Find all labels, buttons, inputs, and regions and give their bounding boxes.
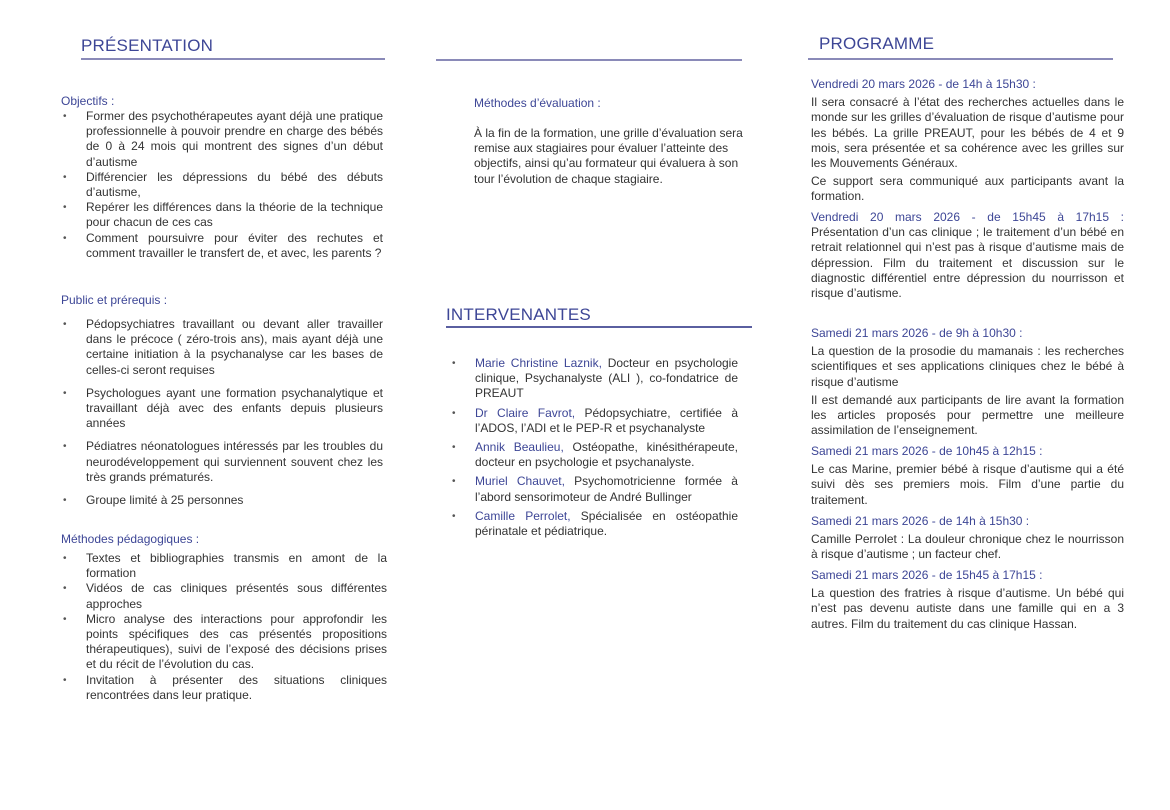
evaluation-label: Méthodes d’évaluation : xyxy=(474,96,601,110)
intervenante-desc: Docteur en psychologie clinique, Psychanalyste (ALI ), co-fondatrice de PREAUT xyxy=(475,356,739,401)
intervenante-item xyxy=(450,406,738,436)
methodes-pedagogiques-label: Méthodes pédagogiques : xyxy=(61,532,200,546)
list-item: • Textes et bibliographies transmis en amont de la formation xyxy=(61,551,387,581)
session-text: La question de la prosodie du mamanais : les recherches scientifiques et ses applications cliniques chez le bébé à risque d’autisme xyxy=(811,344,1124,389)
intervenantes-rule xyxy=(446,326,752,328)
session-date: Samedi 21 mars 2026 - de 15h45 à 17h15 : xyxy=(811,568,1043,582)
list-item: • Psychologues ayant une formation psychanalytique et travaillant déjà avec des enfants depuis plusieurs années xyxy=(61,386,383,432)
session-text: Présentation d’un cas clinique ; le traitement d’un bébé en retrait relationnel qui n’est pas à risque d’autisme mais de dépression. Film du traitement et discussion sur le diagnostic différentiel entre dépression du nourrisson et risque d’autisme. xyxy=(811,225,1124,301)
session-text: Ce support sera communiqué aux participants avant la formation. xyxy=(811,174,1124,204)
intervenantes-title: INTERVENANTES xyxy=(446,305,591,324)
list-item: • Micro analyse des interactions pour approfondir les points spécifiques des cas présentés propositions thérapeutiques), suivi de l’exposé des décisions prises et du récit de l’évolution du cas. xyxy=(61,612,387,673)
session-text: Le cas Marine, premier bébé à risque d’autisme qui a été suivi dès ses premiers mois. Film d’une partie du traitement. xyxy=(811,462,1124,507)
intervenante-name: Muriel Chauvet, xyxy=(475,474,565,489)
list-item: • Repérer les différences dans la théorie de la technique pour chacun de ces cas xyxy=(61,200,383,230)
intervenantes-list xyxy=(450,356,738,543)
middle-top-rule xyxy=(436,59,742,61)
intervenante-desc: Pédopsychiatre, certifiée à l’ADOS, l’ADI et le PEP-R et psychanalyste xyxy=(475,405,738,435)
session-text: Il est demandé aux participants de lire avant la formation les articles proposés pour permettre une meilleure assimilation de l’enseignement. xyxy=(811,392,1124,438)
session-date: Vendredi 20 mars 2026 - de 15h45 à 17h15 : xyxy=(811,210,1124,224)
intervenante-name: Dr Claire Favrot, xyxy=(475,405,576,420)
session-2 xyxy=(811,210,1124,304)
session-date: Samedi 21 mars 2026 - de 14h à 15h30 : xyxy=(811,514,1030,528)
list-item: • Comment poursuivre pour éviter des rechutes et comment travailler le transfert de, et avec, les parents ? xyxy=(61,231,383,261)
session-date: Samedi 21 mars 2026 - de 10h45 à 12h15 : xyxy=(811,444,1043,458)
list-item: • Pédopsychiatres travaillant ou devant aller travailler dans le précoce ( zéro-trois ans), mais ayant déjà une certaine initiation à la psychanalyse car les bases de celles-ci seront requises xyxy=(61,317,383,378)
list-item: • Former des psychothérapeutes ayant déjà une pratique professionnelle à pouvoir prendre en charge des bébés de 0 à 24 mois qui montrent des signes d’un début d’autisme xyxy=(61,109,383,170)
intervenante-item xyxy=(450,356,738,402)
intervenante-desc: Spécialisée en ostéopathie périnatale et pédiatrique. xyxy=(475,508,738,539)
intervenante-item xyxy=(450,474,738,504)
presentation-rule xyxy=(81,58,385,60)
public-label: Public et prérequis : xyxy=(61,293,168,307)
list-item: • Invitation à présenter des situations cliniques rencontrées dans leur pratique. xyxy=(61,673,387,703)
session-date: Vendredi 20 mars 2026 - de 14h à 15h30 : xyxy=(811,77,1036,91)
session-text: Il sera consacré à l’état des recherches actuelles dans le monde sur les grilles d’évaluation de risque d’autisme pour les bébés. La grille PREAUT, pour les bébés de 4 et 9 mois, sera présentée et sa cohérence avec les grilles sur les Mouvements Généraux. xyxy=(811,95,1124,171)
programme-rule xyxy=(808,58,1113,60)
session-4 xyxy=(811,444,1124,511)
public-list xyxy=(61,317,383,516)
programme-title: PROGRAMME xyxy=(819,34,935,53)
session-3 xyxy=(811,326,1124,441)
list-item: • Pédiatres néonatologues intéressés par les troubles du neurodéveloppement qui surviennent souvent chez les très grands prématurés. xyxy=(61,439,383,485)
objectifs-label: Objectifs : xyxy=(61,94,115,108)
objectifs-list xyxy=(61,109,383,261)
intervenante-name: Marie Christine Laznik, xyxy=(475,356,602,370)
session-1 xyxy=(811,77,1124,208)
list-item: • Vidéos de cas cliniques présentés sous différentes approches xyxy=(61,581,387,611)
session-text: Camille Perrolet : La douleur chronique chez le nourrisson à risque d’autisme ; un facteur chef. xyxy=(811,532,1124,562)
list-item: • Différencier les dépressions du bébé des débuts d’autisme, xyxy=(61,170,383,200)
session-5 xyxy=(811,514,1124,566)
intervenante-name: Annik Beaulieu, xyxy=(475,440,564,455)
intervenante-item xyxy=(450,509,738,539)
presentation-title: PRÉSENTATION xyxy=(81,36,214,55)
session-date: Samedi 21 mars 2026 - de 9h à 10h30 : xyxy=(811,326,1023,340)
intervenante-name: Camille Perrolet, xyxy=(475,508,571,523)
methodes-pedagogiques-list xyxy=(61,551,387,703)
session-text: La question des fratries à risque d’autisme. Un bébé qui n’est pas devenu autiste dans une famille qui en a 3 autres. Film du traitement du cas clinique Hassan. xyxy=(811,586,1124,631)
intervenante-item xyxy=(450,440,738,470)
intervenante-desc: Psychomotricienne formée à l’abord sensorimoteur de André Bullinger xyxy=(475,474,738,504)
list-item: • Groupe limité à 25 personnes xyxy=(61,493,383,508)
intervenante-desc: Ostéopathe, kinésithérapeute, docteur en psychologie et psychanalyste. xyxy=(475,440,738,470)
evaluation-text: À la fin de la formation, une grille d’évaluation sera remise aux stagiaires pour évaluer l’atteinte des objectifs, ainsi qu’au formateur qui évaluera à son tour l’évolution de chaque stagiaire. xyxy=(474,126,743,186)
session-6 xyxy=(811,568,1124,635)
